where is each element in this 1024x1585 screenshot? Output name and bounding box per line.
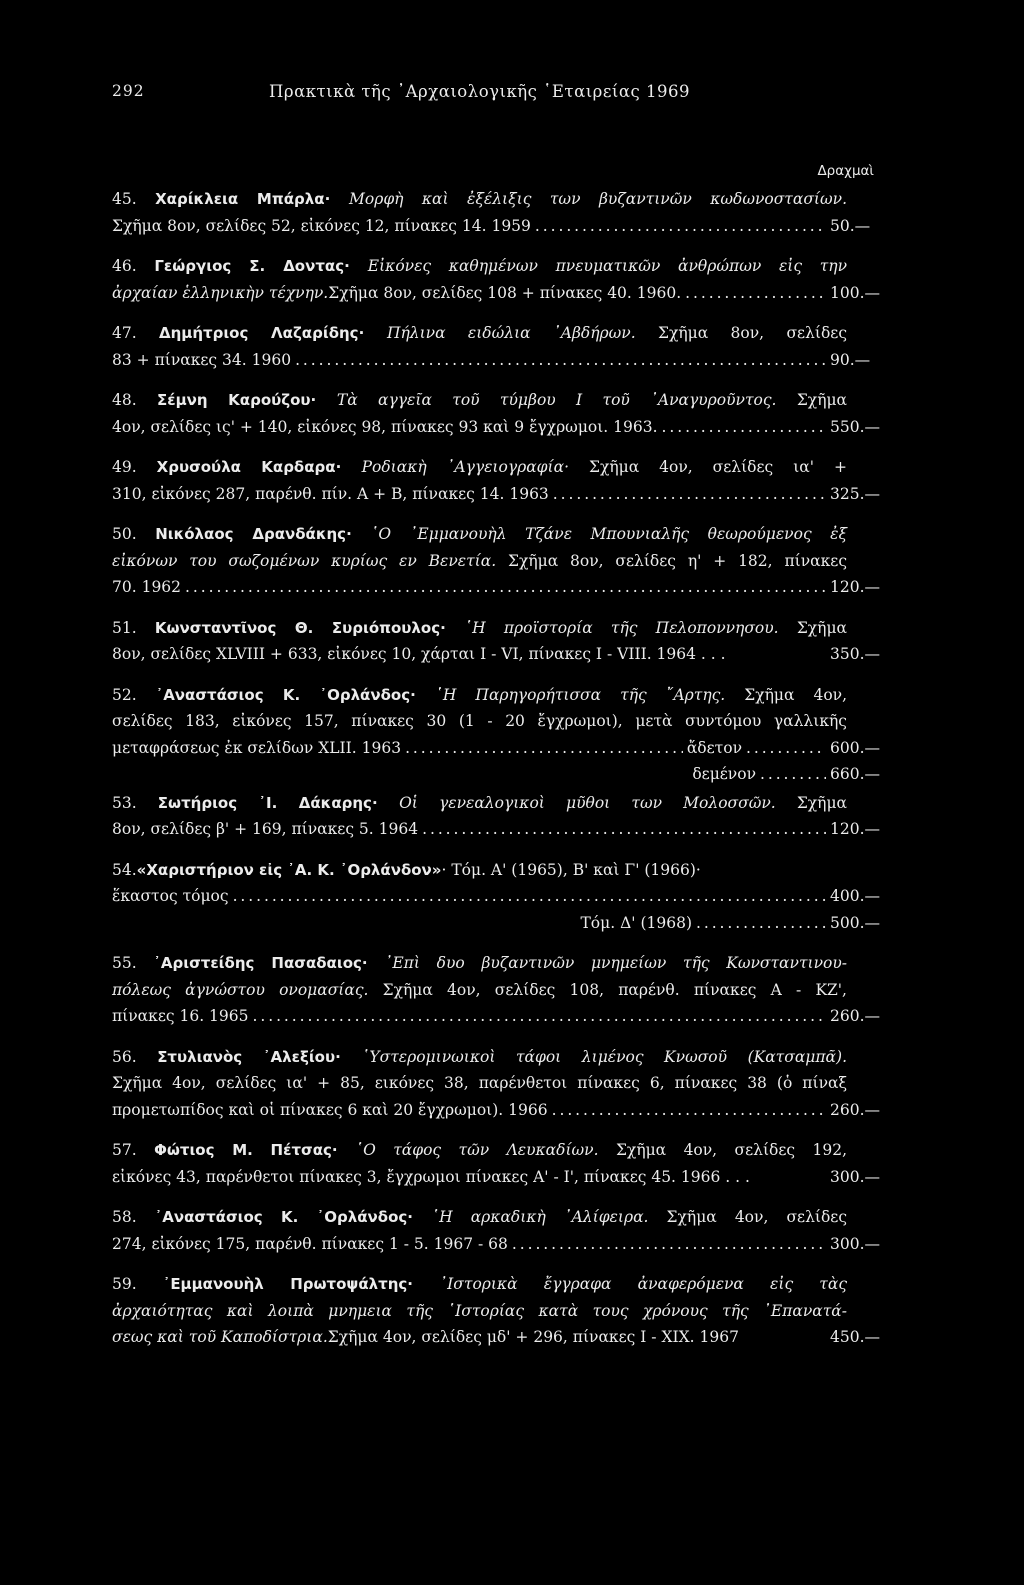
list-item: 54. «Χαριστήριον εἰς ᾿Α. Κ. ᾿Ορλάνδον» · Τόμ. Α' (1965), Β' καὶ Γ' (1966)· ἕκαστος τόμος . . . 400.— Τόμ. Δ' (1968) . . . 500.— [112, 861, 884, 941]
list-item: 47. Δημήτριος Λαζαρίδης· Πήλινα ειδώλια ᾿Αβδήρων. Σχῆμα 8ον, σελίδες 83 + πίνακες 34. 1960 . . . 90.— [112, 324, 884, 377]
author: Σωτήριος ᾿Ι. Δάκαρης· [157, 793, 400, 812]
price: 120.— [830, 578, 881, 596]
publication-list [112, 190, 884, 1369]
page-number: 292 [112, 82, 145, 100]
author: Σέμνη Καρούζου· [157, 391, 337, 409]
title: ῾Ο τάφος τῶν Λευκαδίων. [355, 1141, 599, 1159]
list-item: 55. ᾿Αριστείδης Πασαδαιος· ᾿Επὶ δυο βυζαντινῶν μνημείων τῆς Κωνσταντινου- πόλεως ἀγνώστου ονομασίας. Σχῆμα 4ον, σελίδες 108, παρένθ. πίνακες Α - ΚΖ', πίνακες 16. 1965 . . . 260.— [112, 954, 884, 1034]
price: 120.— [830, 820, 881, 838]
title: ᾿Επὶ δυο βυζαντινῶν μνημείων τῆς Κωνσταντινου- [384, 954, 848, 972]
page-header [112, 82, 847, 106]
price: 500.— [830, 913, 881, 932]
list-item: 50. Νικόλαος Δρανδάκης· ῾Ο ᾿Εμμανουὴλ Τζάνε Μπουνιαλῆς θεωρούμενος ἐξ εἰκόνων του σωζομένων κυρίως εν Βενετία. Σχῆμα 8ον, σελίδες η' + 182, πίνακες 70. 1962 . . . 120.— [112, 525, 884, 605]
author: ᾿Αναστάσιος Κ. ᾿Ορλάνδος· [154, 1208, 432, 1226]
running-title: Πρακτικὰ τῆς ᾿Αρχαιολογικῆς ῾Εταιρείας 1969 [268, 82, 691, 101]
price: 50.— [830, 216, 871, 235]
title: ῾Υστερομινωικοὶ τάφοι λιμένος Κνωσοῦ (Κατσαμπᾶ). [361, 1047, 847, 1066]
author: Στυλιανὸς ᾿Αλεξίου· [157, 1047, 362, 1066]
list-item: 48. Σέμνη Καρούζου· Τὰ αγγεῖα τοῦ τύμβου Ι τοῦ ᾿Αναγυροῦντος. Σχῆμα 4ον, σελίδες ις' + 140, εἰκόνες 98, πίνακες 93 καὶ 9 ἔγχρωμοι. 1963. . . . 550.— [112, 391, 884, 444]
list-item: 45. Χαρίκλεια Μπάρλα· Μορφὴ καὶ ἐξέλιξις των βυζαντινῶν κωδωνοστασίων. Σχῆμα 8ον, σελίδες 52, εἰκόνες 12, πίνακες 14. 1959 . . . 50.— [112, 190, 884, 243]
price: 550.— [830, 417, 881, 436]
price: 600.— [830, 738, 881, 757]
list-item: 49. Χρυσούλα Καρδαρα· Ροδιακὴ ᾿Αγγειογραφία· Σχῆμα 4ον, σελίδες ια' + 310, εἰκόνες 287, παρένθ. πίν. Α + Β, πίνακες 14. 1963 . . . 325.— [112, 458, 884, 511]
title: Εἰκόνες καθημένων πνευματικῶν ἀνθρώπων εἰς την [367, 257, 848, 275]
title: ῾Η Παρηγορήτισσα τῆς ῎Αρτης. [435, 685, 726, 704]
list-item: 59. ᾿Εμμανουὴλ Πρωτοψάλτης· ᾿Ιστορικὰ ἔγγραφα ἀναφερόμενα εἰς τὰς ἀρχαιότητας καὶ λοιπὰ μνημεια τῆς ῾Ιστορίας κατὰ τους χρόνους τῆς ᾿Επανατά- σεως καὶ τοῦ Καποδίστρια. Σχῆμα 4ον, σελίδες μδ' + 296, πίνακες Ι - ΧΙΧ. 1967 450.— [112, 1275, 884, 1355]
price: 300.— [830, 1234, 881, 1253]
author: «Χαριστήριον εἰς ᾿Α. Κ. ᾿Ορλάνδον» [136, 860, 442, 879]
author: Χαρίκλεια Μπάρλα· [155, 190, 349, 208]
title: Οἱ γενεαλογικοὶ μῦθοι των Μολοσσῶν. [399, 793, 776, 812]
author: Φώτιος Μ. Πέτσας· [154, 1141, 356, 1159]
author: ᾿Εμμανουὴλ Πρωτοψάλτης· [162, 1275, 440, 1293]
price: 350.— [830, 645, 881, 663]
list-item: 53. Σωτήριος ᾿Ι. Δάκαρης· Οἱ γενεαλογικοὶ μῦθοι των Μολοσσῶν. Σχῆμα 8ον, σελίδες β' + 169, πίνακες 5. 1964 . . . 120.— [112, 794, 884, 847]
list-item: 57. Φώτιος Μ. Πέτσας· ῾Ο τάφος τῶν Λευκαδίων. Σχῆμα 4ον, σελίδες 192, εἰκόνες 43, παρένθετοι πίνακες 3, ἔγχρωμοι πίνακες Α' - Ι', πίνακες 45. 1966 . . . 300.— [112, 1141, 884, 1194]
price: 90.— [830, 350, 871, 369]
price: 100.— [830, 283, 881, 302]
title: ᾿Ιστορικὰ ἔγγραφα ἀναφερόμενα εἰς τὰς [439, 1275, 848, 1293]
title: Ροδιακὴ ᾿Αγγειογραφία· [361, 458, 569, 476]
author: ᾿Αριστείδης Πασαδαιος· [153, 954, 385, 972]
author: ᾿Αναστάσιος Κ. ᾿Ορλάνδος· [155, 685, 436, 704]
price-column-heading: Δραχμαὶ [817, 163, 874, 179]
price: 400.— [830, 887, 881, 905]
price: 660.— [830, 765, 881, 783]
price: 300.— [830, 1167, 881, 1186]
list-item: 51. Κωνσταντῖνος Θ. Συριόπουλος· ῾Η προϊστορία τῆς Πελοποννησου. Σχῆμα 8ον, σελίδες XLVIII + 633, εἰκόνες 10, χάρται Ι - VI, πίνακες Ι - VIII. 1964 . . . 350.— [112, 619, 884, 672]
author: Χρυσούλα Καρδαρα· [156, 458, 362, 476]
title: ῾Η αρκαδικὴ ᾿Αλίφειρα. [431, 1208, 649, 1226]
price: 325.— [830, 484, 881, 503]
list-item: 56. Στυλιανὸς ᾿Αλεξίου· ῾Υστερομινωικοὶ τάφοι λιμένος Κνωσοῦ (Κατσαμπᾶ). Σχῆμα 4ον, σελίδες ια' + 85, εικόνες 38, παρένθετοι πίνακες 6, πίνακες 38 (ὁ πίναξ προμετωπίδος καὶ οἱ πίνακες 6 καὶ 20 ἔγχρωμοι). 1966 . . . 260.— [112, 1048, 884, 1128]
title: ῾Η προϊστορία τῆς Πελοποννησου. [464, 618, 779, 637]
title: ῾Ο ᾿Εμμανουὴλ Τζάνε Μπουνιαλῆς θεωρούμενος ἐξ [370, 525, 848, 543]
list-item: 52. ᾿Αναστάσιος Κ. ᾿Ορλάνδος· ῾Η Παρηγορήτισσα τῆς ῎Αρτης. Σχῆμα 4ον, σελίδες 183, εἰκόνες 157, πίνακες 30 (1 - 20 ἔγχρωμοι), μετὰ συντόμου γαλλικῆς μεταφράσεως ἐκ σελίδων XLII. 1963 . . . ἄδετον . . . 600.— δεμένον . . . 660.— [112, 686, 884, 792]
title: Τὰ αγγεῖα τοῦ τύμβου Ι τοῦ ᾿Αναγυροῦντος. [336, 391, 777, 409]
author: Νικόλαος Δρανδάκης· [155, 525, 371, 543]
price: 450.— [830, 1328, 881, 1346]
author: Κωνσταντῖνος Θ. Συριόπουλος· [154, 618, 465, 637]
title: Μορφὴ καὶ ἐξέλιξις των βυζαντινῶν κωδωνοστασίων. [349, 190, 847, 208]
price: 260.— [830, 1100, 881, 1119]
author: Γεώργιος Σ. Δοντας· [154, 257, 368, 275]
price: 260.— [830, 1007, 881, 1025]
list-item: 58. ᾿Αναστάσιος Κ. ᾿Ορλάνδος· ῾Η αρκαδικὴ ᾿Αλίφειρα. Σχῆμα 4ον, σελίδες 274, εἰκόνες 175, παρένθ. πίνακες 1 - 5. 1967 - 68 . . . 300.— [112, 1208, 884, 1261]
list-item: 46. Γεώργιος Σ. Δοντας· Εἰκόνες καθημένων πνευματικῶν ἀνθρώπων εἰς την ἀρχαίαν ἑλληνικὴν τέχνην. Σχῆμα 8ον, σελίδες 108 + πίνακες 40. 1960. . . . 100.— [112, 257, 884, 310]
title: Πήλινα ειδώλια ᾿Αβδήρων. [386, 324, 636, 342]
author: Δημήτριος Λαζαρίδης· [159, 324, 387, 342]
